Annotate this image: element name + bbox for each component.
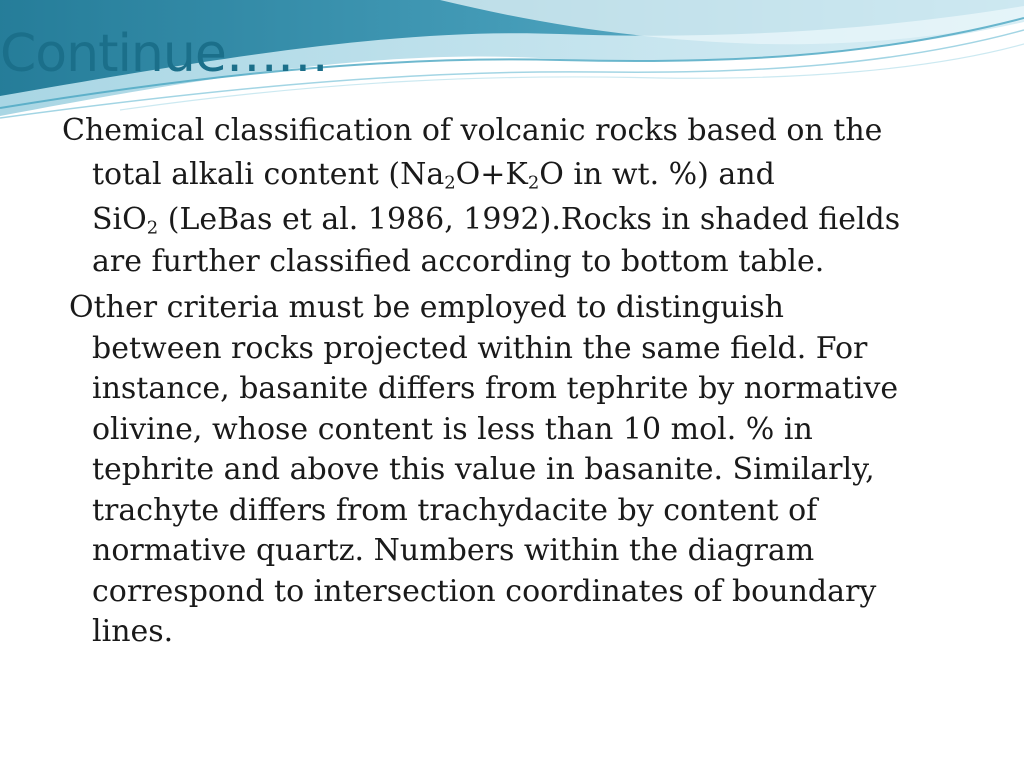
paragraph-2-line: olivine, whose content is less than 10 mol. % in bbox=[92, 411, 813, 447]
paragraph-2-line: correspond to intersection coordinates of boundary bbox=[92, 573, 877, 609]
paragraph-2 bbox=[62, 288, 982, 653]
paragraph-1 bbox=[62, 111, 982, 282]
paragraph-2-line: lines. bbox=[92, 614, 174, 649]
paragraph-2-line: between rocks projected within the same field. For bbox=[92, 330, 868, 366]
paragraph-2-line: Other criteria must be employed to distinguish bbox=[69, 290, 784, 325]
paragraph-1-line: Chemical classification of volcanic rocks based on the bbox=[62, 113, 883, 148]
slide-body bbox=[62, 111, 982, 653]
paragraph-1-line: SiO$_2$ (LeBas et al. 1986, 1992).Rocks in shaded fields bbox=[92, 201, 901, 238]
paragraph-1-line: are further classified according to bottom table. bbox=[92, 243, 825, 279]
slide-title: Continue…… bbox=[0, 24, 328, 84]
paragraph-1-line: total alkali content ($Na_2O+K_2O$ in wt. %) and bbox=[92, 156, 775, 193]
paragraph-2-line: trachyte differs from trachydacite by content of bbox=[92, 492, 818, 528]
paragraph-2-line: normative quartz. Numbers within the diagram bbox=[92, 533, 815, 568]
paragraph-2-line: tephrite and above this value in basanite. Similarly, bbox=[92, 452, 875, 487]
paragraph-2-line: instance, basanite differs from tephrite by normative bbox=[92, 371, 899, 406]
